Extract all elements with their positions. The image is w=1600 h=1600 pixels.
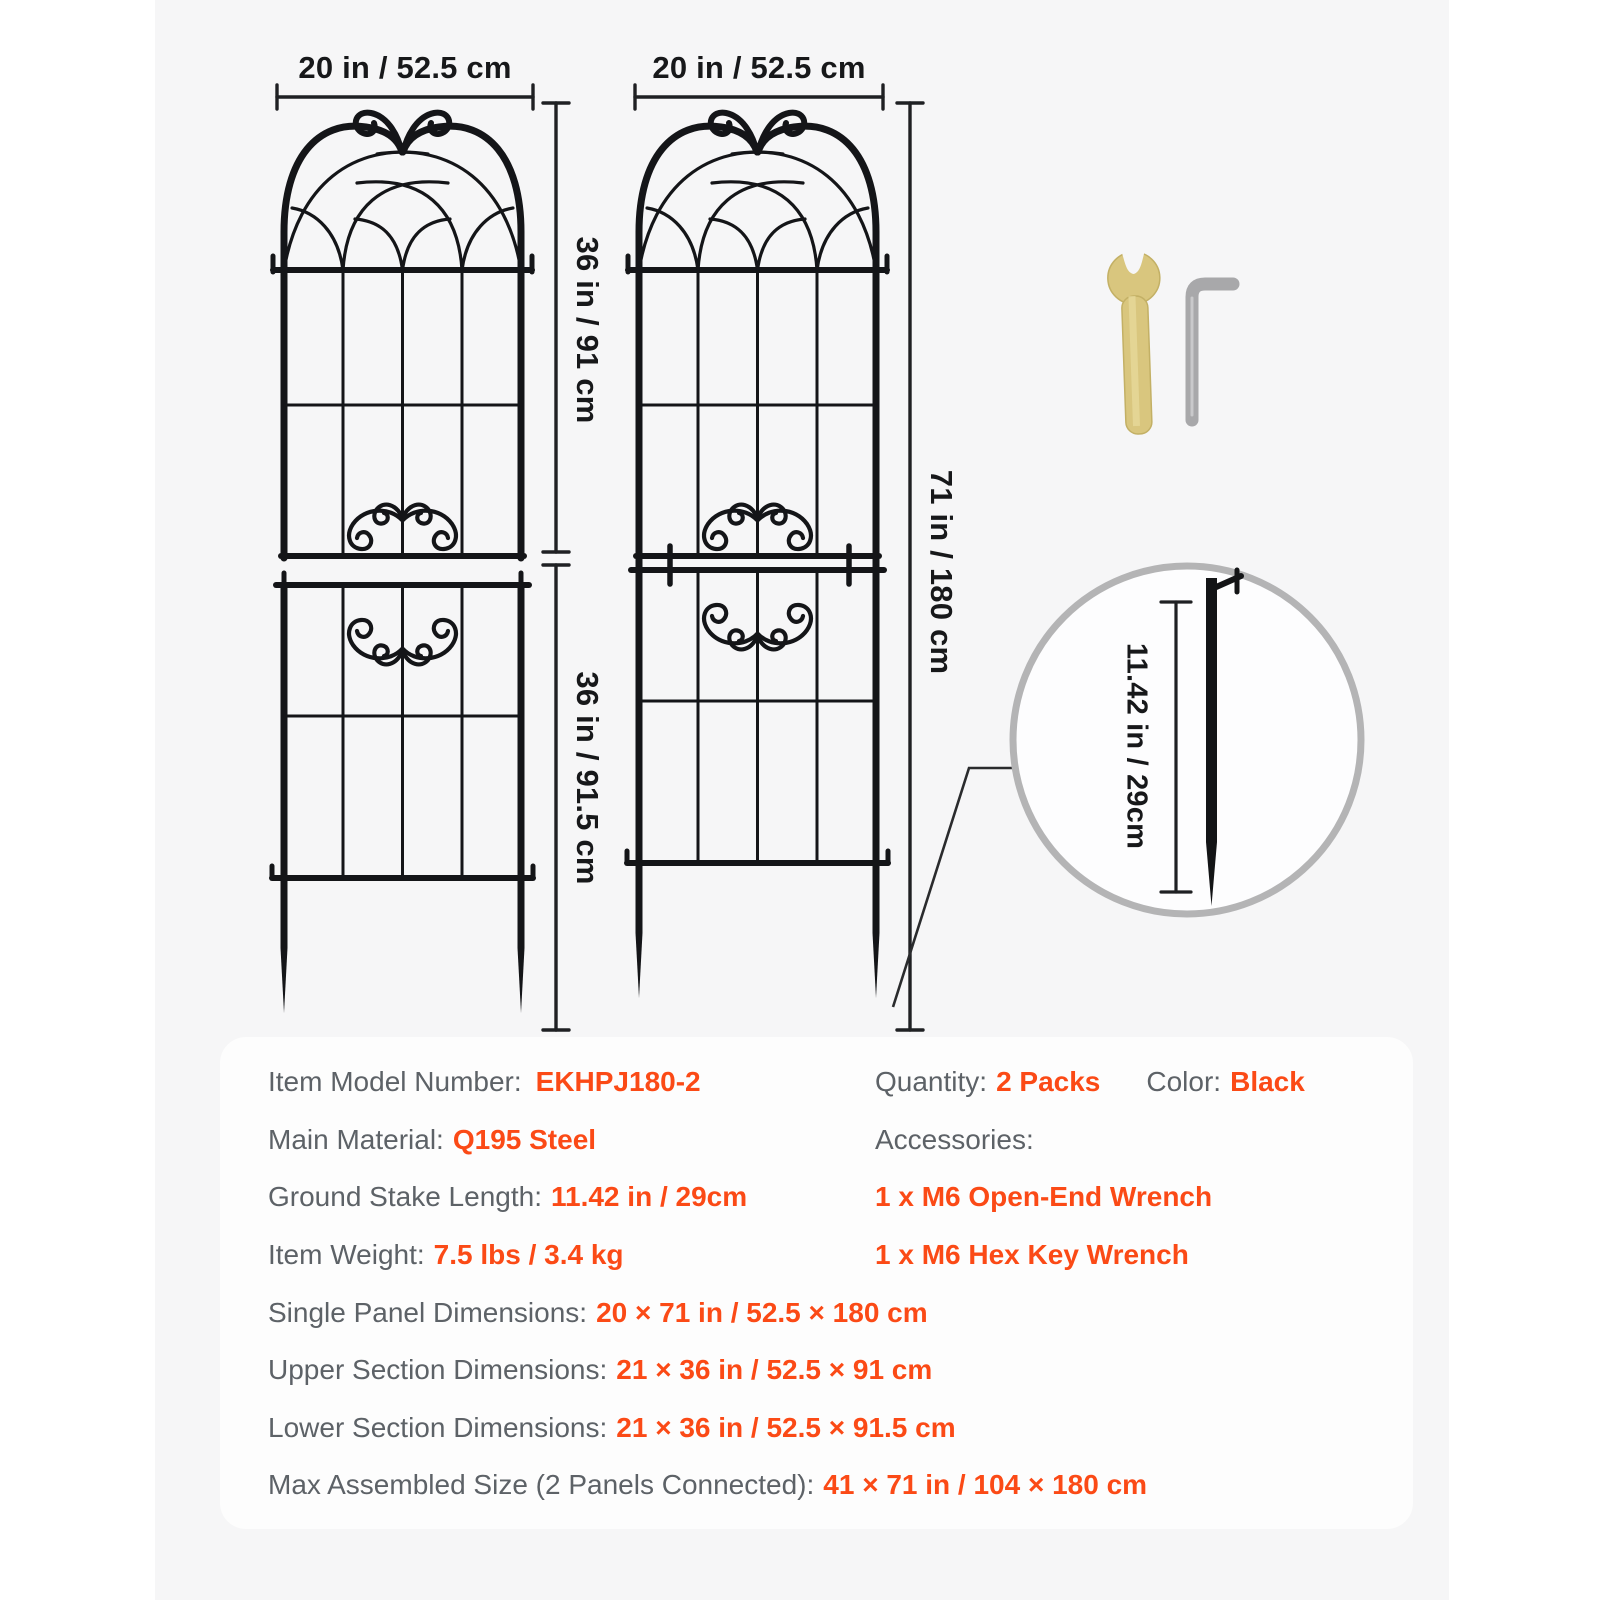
color-value: Black xyxy=(1230,1066,1305,1097)
left-trellis-panel xyxy=(272,113,533,1013)
ground-stake-icon xyxy=(1206,578,1217,906)
spec-row-max-assembled xyxy=(268,1468,1147,1502)
spec-label: Single Panel Dimensions: xyxy=(268,1297,588,1328)
hex-key-icon xyxy=(1192,284,1233,420)
quantity-value: 2 Packs xyxy=(996,1066,1101,1097)
color-label: Color: xyxy=(1146,1066,1222,1097)
lower-section-height-label: 36 in / 91.5 cm xyxy=(570,671,605,885)
spec-label: Upper Section Dimensions: xyxy=(268,1354,608,1385)
spec-label: Item Weight: xyxy=(268,1239,425,1270)
open-end-wrench-icon xyxy=(1106,237,1165,435)
spec-label: Lower Section Dimensions: xyxy=(268,1412,608,1443)
spec-value: EKHPJ180-2 xyxy=(535,1066,701,1097)
spec-row-upper-section xyxy=(268,1353,932,1387)
spec-value: 11.42 in / 29cm xyxy=(550,1181,748,1212)
spec-row-quantity-color xyxy=(875,1065,1305,1099)
spec-value: Q195 Steel xyxy=(452,1124,597,1155)
spec-row-lower-section xyxy=(268,1411,956,1445)
upper-section-height-label: 36 in / 91 cm xyxy=(570,236,605,424)
spec-value: 7.5 lbs / 3.4 kg xyxy=(433,1239,624,1270)
left-panel-width-label: 20 in / 52.5 cm xyxy=(298,50,512,85)
spec-row-accessory-2: 1 x M6 Hex Key Wrench xyxy=(875,1239,1189,1270)
spec-row-single-panel xyxy=(268,1296,928,1330)
accessories-label: Accessories: xyxy=(875,1124,1034,1155)
spec-value: 21 × 36 in / 52.5 × 91.5 cm xyxy=(616,1412,956,1443)
spec-label: Max Assembled Size (2 Panels Connected): xyxy=(268,1469,815,1500)
spec-value: 41 × 71 in / 104 × 180 cm xyxy=(823,1469,1148,1500)
stake-length-label: 11.42 in / 29cm xyxy=(1120,642,1153,850)
spec-row-stake-length xyxy=(268,1180,747,1214)
spec-value: 21 × 36 in / 52.5 × 91 cm xyxy=(616,1354,933,1385)
spec-row-weight xyxy=(268,1238,624,1272)
right-panel-width-label: 20 in / 52.5 cm xyxy=(652,50,866,85)
total-height-label: 71 in / 180 cm xyxy=(924,469,959,675)
spec-row-accessories-label xyxy=(875,1123,1034,1157)
quantity-label: Quantity: xyxy=(875,1066,988,1097)
spec-row-model xyxy=(268,1065,701,1099)
spec-label: Main Material: xyxy=(268,1124,444,1155)
spec-row-material xyxy=(268,1123,596,1157)
stake-detail-circle xyxy=(1013,566,1361,914)
spec-row-accessory-1: 1 x M6 Open-End Wrench xyxy=(875,1181,1213,1212)
spec-label: Ground Stake Length: xyxy=(268,1181,542,1212)
spec-panel xyxy=(220,1037,1413,1529)
right-trellis-panel xyxy=(627,113,888,998)
spec-value: 20 × 71 in / 52.5 × 180 cm xyxy=(596,1297,928,1328)
spec-label: Item Model Number: xyxy=(268,1066,522,1097)
